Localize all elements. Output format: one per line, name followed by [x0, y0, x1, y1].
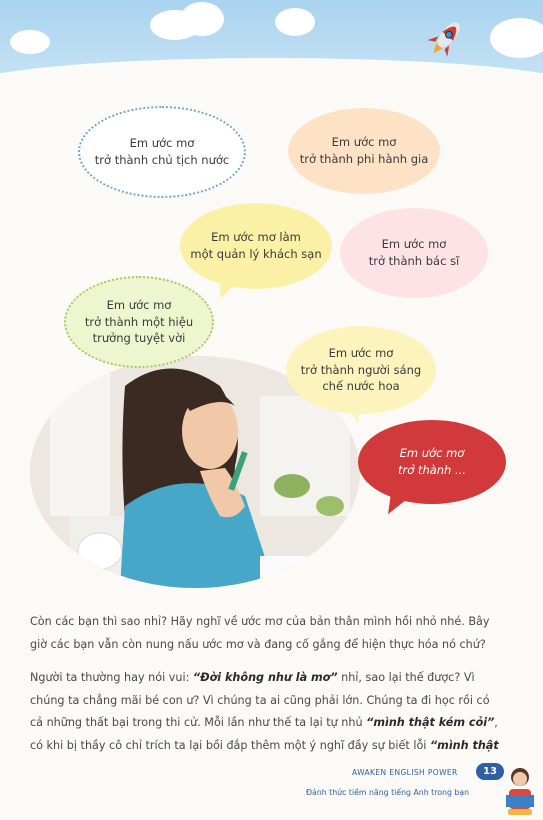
cloud-3: [275, 8, 315, 36]
header-curve: [0, 58, 543, 118]
paragraph-1-line-2: giờ các bạn vẫn còn nung nấu ước mơ và đang cố gắng để hiện thực hóa nó chứ?: [30, 637, 486, 651]
speech-bubble-principal: [64, 276, 214, 368]
bubble-text-astronaut: Em ước mơ trở thành phi hành gia: [299, 135, 429, 166]
text-run: ,: [494, 716, 498, 729]
cloud-2: [180, 2, 224, 36]
bubble-text-perfumer: Em ước mơ trở thành người sáng chế nước hoa: [300, 345, 422, 394]
cloud-4: [490, 18, 543, 58]
quote-so-bad: “mình thật kém cỏi”: [366, 716, 495, 729]
rocket-icon: [424, 14, 470, 60]
paragraph-2-line-1: [30, 667, 520, 690]
text-run: cả những thất bại trong thi cử. Mỗi lần như thế ta lại tự nhủ: [30, 716, 367, 729]
footer-series: AWAKEN ENGLISH POWER: [352, 768, 458, 777]
paragraph-2-line-4: [30, 735, 520, 758]
footer-subtitle: Đánh thức tiềm năng tiếng Anh trong bạn: [306, 788, 470, 797]
paragraph-1: [30, 611, 520, 656]
bubble-text-hotel-manager: Em ước mơ làm một quản lý khách sạn: [190, 230, 322, 261]
cloud-5: [10, 30, 50, 54]
speech-bubble-perfumer: [286, 326, 436, 414]
text-run: nhỉ, sao lại thế được? Vì: [337, 671, 475, 684]
speech-bubble-chairman: [78, 106, 246, 198]
speech-bubble-astronaut: [288, 108, 440, 194]
speech-bubble-open-dream: [358, 420, 506, 504]
bubble-text-principal: Em ước mơ trở thành một hiệu trưởng tuyệt vời: [84, 297, 194, 346]
paragraph-2: [30, 667, 520, 757]
page-number: 13: [483, 766, 497, 777]
paragraph-2-line-3: [30, 712, 520, 735]
paragraph-2-line-2: chúng ta chẳng mãi bé con ư? Vì chúng ta ai cũng phải lớn. Chúng ta đi học rồi có: [30, 693, 490, 707]
text-run: có khi bị thầy cô chỉ trích ta lại bồi đắp thêm một ý nghĩ đầy sự biết lỗi: [30, 738, 430, 752]
quote-so-partial: “mình thật: [429, 738, 499, 752]
text-run: Người ta thường hay nói vui:: [30, 671, 193, 684]
quote-life-not-dream: “Đời không như là mơ”: [192, 671, 338, 684]
reading-girl-icon: [500, 765, 540, 817]
speech-bubble-doctor: [340, 208, 488, 298]
speech-bubble-hotel-manager: [180, 203, 332, 289]
bubble-text-chairman: Em ước mơ trở thành chủ tịch nước: [94, 136, 230, 167]
paragraph-1-line-1: Còn các bạn thì sao nhỉ? Hãy nghĩ về ước mơ của bản thân mình hồi nhỏ nhé. Bây: [30, 615, 490, 628]
bubble-text-open-dream: Em ước mơ trở thành ...: [398, 446, 466, 477]
bubble-text-doctor: Em ước mơ trở thành bác sĩ: [368, 237, 460, 268]
